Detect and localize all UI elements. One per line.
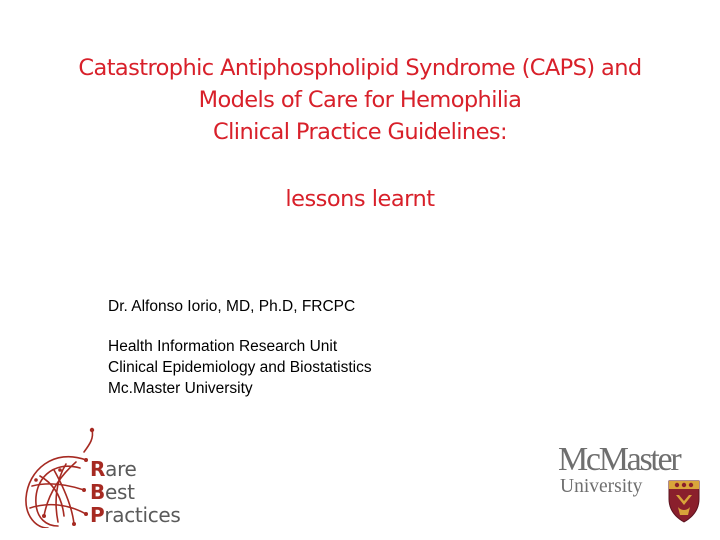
mcmaster-wordmark: McMaster bbox=[558, 441, 680, 478]
rbp-row-rare: Rare bbox=[90, 457, 137, 481]
author-block bbox=[108, 296, 528, 399]
slide-subtitle: lessons learnt bbox=[285, 186, 435, 212]
mcmaster-crest-icon bbox=[667, 475, 701, 523]
affiliation-line-3: Mc.Master University bbox=[108, 380, 253, 397]
rbp-row-best: Best bbox=[90, 480, 135, 504]
slide-title bbox=[20, 52, 700, 148]
rare-best-practices-wordmark bbox=[90, 458, 181, 527]
title-line-1: Catastrophic Antiphospholipid Syndrome (CAPS) and bbox=[78, 55, 642, 81]
affiliation-line-1: Health Information Research Unit bbox=[108, 338, 338, 355]
title-line-3: Clinical Practice Guidelines: bbox=[213, 119, 507, 145]
author-name: Dr. Alfonso Iorio, MD, Ph.D, FRCPC bbox=[108, 298, 356, 315]
affiliation-line-2: Clinical Epidemiology and Biostatistics bbox=[108, 359, 372, 376]
mcmaster-university-label: University bbox=[560, 476, 643, 497]
rbp-row-practices: Practices bbox=[90, 503, 181, 527]
title-line-2: Models of Care for Hemophilia bbox=[198, 87, 522, 113]
